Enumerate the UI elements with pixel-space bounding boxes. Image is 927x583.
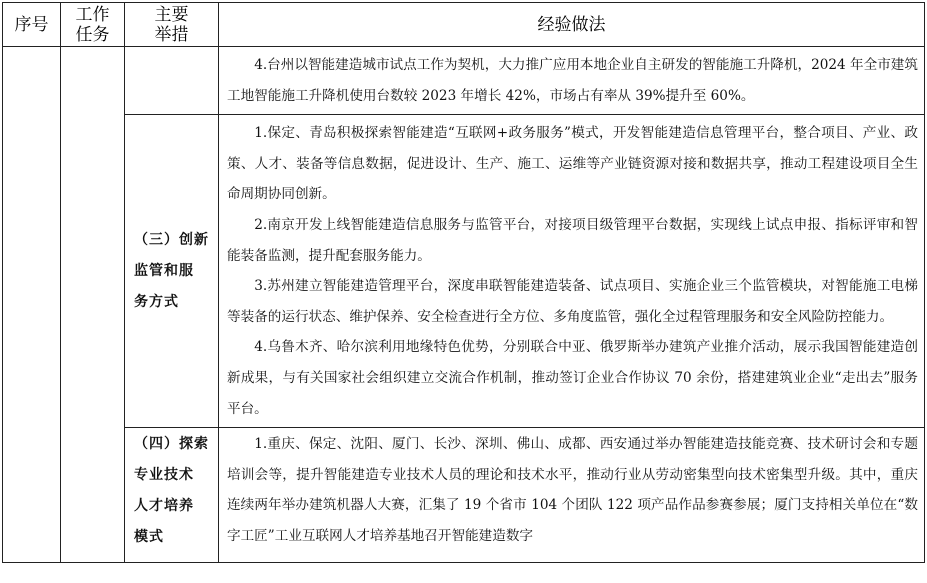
practice-paragraph: 2.南京开发上线智能建造信息服务与监管平台，对接项目级管理平台数据，实现线上试点申报、指标评审和智能装备监测，提升配套服务能力。 [227, 216, 918, 264]
practice-table [2, 2, 925, 563]
label-line: 模式 [134, 529, 164, 546]
table-row-section4 [3, 428, 925, 563]
measure-label-section3 [125, 115, 219, 428]
table-row-prev [3, 47, 925, 115]
label-line: 人才培养 [134, 498, 194, 515]
measure-cell-prev [125, 47, 219, 115]
label-line: （三）创新 [134, 231, 209, 248]
practice-paragraph: 1.保定、青岛积极探索智能建造“互联网+政务服务”模式，开发智能建造信息管理平台，整合项目、产业、政策、人才、装备等信息数据，促进设计、生产、施工、运维等产业链资源对接和数据共享，推动工程建设项目全生命周期协同创新。 [227, 125, 918, 203]
header-task-line1: 工作 [75, 4, 110, 25]
header-measure-line1: 主要 [154, 4, 189, 25]
practice-cell-section3 [219, 115, 925, 428]
header-row [3, 3, 925, 47]
task-cell [61, 47, 125, 563]
header-measure [125, 3, 219, 47]
practice-cell-section4 [219, 428, 925, 563]
label-line: （四）探索 [134, 436, 209, 453]
header-seq: 序号 [3, 3, 61, 47]
label-line: 务方式 [134, 293, 179, 310]
seq-cell [3, 47, 61, 563]
practice-paragraph: 1.重庆、保定、沈阳、厦门、长沙、深圳、佛山、成都、西安通过举办智能建造技能竞赛、技术研讨会和专题培训会等，提升智能建造专业技术人员的理论和技术水平，推动行业从劳动密集型向技术密集型升级。其中，重庆连续两年举办建筑机器人大赛，汇集了 19 个省市 104 个团队 122 项产品作品参赛参展；厦门支持相关单位在“数字工匠”工业互联网人才培养基地召开智能建造数字 [227, 436, 918, 544]
practice-paragraph: 4.乌鲁木齐、哈尔滨利用地缘特色优势，分别联合中亚、俄罗斯举办建筑产业推介活动，展示我国智能建造创新成果，与有关国家社会组织建立交流合作机制，推动签订企业合作协议 70 余份，搭建建筑业企业“走出去”服务平台。 [227, 339, 918, 417]
header-task [61, 3, 125, 47]
measure-label-section4 [125, 428, 219, 563]
practice-paragraph: 3.苏州建立智能建造管理平台，深度串联智能建造装备、试点项目、实施企业三个监管模块，对智能施工电梯等装备的运行状态、维护保养、安全检查进行全方位、多角度监管，强化全过程管理服务和安全风险防控能力。 [227, 278, 918, 325]
practice-paragraph: 4.台州以智能建造城市试点工作为契机，大力推广应用本地企业自主研发的智能施工升降机，2024 年全市建筑工地智能施工升降机使用台数较 2023 年增长 42%，市场占有率从 39%提升至 60%。 [227, 57, 918, 104]
header-practice: 经验做法 [219, 3, 925, 47]
table-row-section3 [3, 115, 925, 428]
practice-cell-prev [219, 47, 925, 115]
header-task-line2: 任务 [75, 24, 110, 45]
label-line: 监管和服 [134, 262, 194, 279]
header-measure-line2: 举措 [154, 24, 189, 45]
label-line: 专业技术 [134, 467, 194, 484]
